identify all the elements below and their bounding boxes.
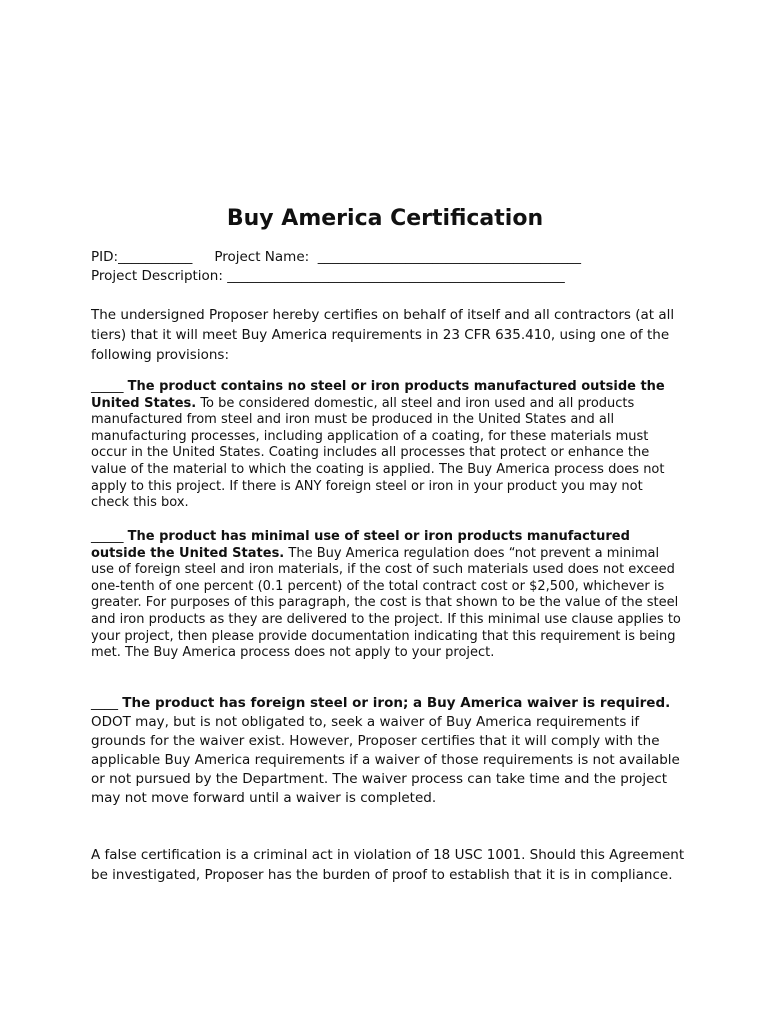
provision-body: ODOT may, but is not obligated to, seek a waiver of Buy America requirements if grounds for the waiver exist. However, Proposer certifies that it will comply with the applicable Buy America requirements if a waiver of those requirements is not available or not pursued by the Department. The waiver process can take time and the project may not move forward until a waiver is completed. (91, 714, 680, 806)
provision-checkbox-blank[interactable]: _____ (91, 529, 124, 544)
provision-lead: The product contains no steel or iron products manufactured outside the United States. (91, 379, 665, 411)
provision-lead: The product has foreign steel or iron; a Buy America waiver is required. (122, 695, 671, 711)
provision-minimal-use (91, 529, 681, 662)
project-description-field[interactable]: Project Description: __________________________________________________ (91, 268, 565, 284)
intro-paragraph: The undersigned Proposer hereby certifies on behalf of itself and all contractors (at all tiers) that it will meet Buy America requirements in 23 CFR 635.410, using one of the following provisions: (91, 307, 675, 363)
provision-body: To be considered domestic, all steel and iron used and all products manufactured from steel and iron must be produced in the United States and all manufacturing processes, including application of a coating, for these materials must occur in the United States. Coating includes all processes that protect or enhance the value of the material to which the coating is applied. The Buy America process does not apply to this project. If there is ANY foreign steel or iron in your product you may not check this box. (91, 395, 665, 511)
project-name-field[interactable]: Project Name: _______________________________________ (214, 249, 582, 265)
pid-project-name-line (91, 248, 581, 267)
provision-body: The Buy America regulation does “not prevent a minimal use of foreign steel and iron materials, if the cost of such materials used does not exceed one-tenth of one percent (0.1 percent) of the total contract cost or $2,500, whichever is greater. For purposes of this paragraph, the cost is that shown to be the value of the steel and iron products as they are delivered to the project. If this minimal use clause applies to your project, then please provide documentation indicating that this requirement is being met. The Buy America process does not apply to your project. (91, 545, 681, 661)
provision-lead: The product has minimal use of steel or iron products manufactured outside the United States. (91, 529, 630, 561)
provision-checkbox-blank[interactable]: ____ (91, 695, 118, 711)
document-title: Buy America Certification (226, 206, 544, 231)
provision-no-foreign-steel (91, 379, 681, 512)
provision-checkbox-blank[interactable]: _____ (91, 379, 124, 394)
provision-waiver-required (91, 694, 681, 808)
pid-field[interactable]: PID:___________ (91, 249, 193, 265)
closing-paragraph: A false certification is a criminal act in violation of 18 USC 1001. Should this Agreement be investigated, Proposer has the burden of proof to establish that it is in compliance. (91, 847, 685, 883)
